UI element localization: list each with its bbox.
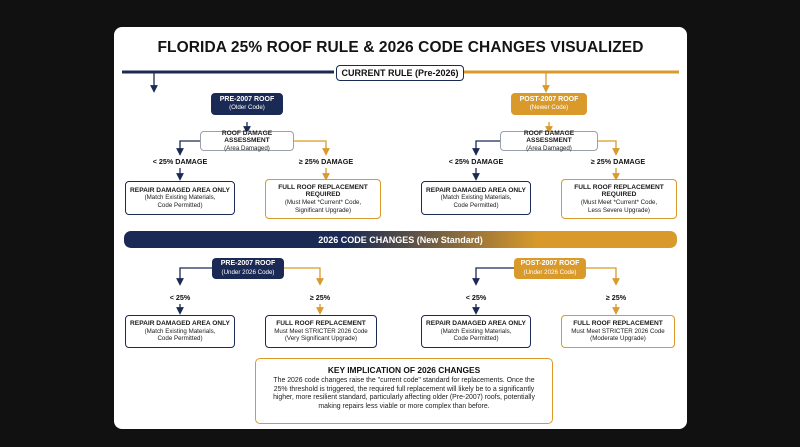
roof-title: PRE-2007 ROOF	[220, 260, 276, 267]
current-left-roof	[211, 93, 283, 115]
key-implication-box	[255, 358, 553, 424]
repair-title: REPAIR DAMAGED AREA ONLY	[130, 186, 230, 194]
replace-line1: Must Meet STRICTER 2026 Code	[274, 327, 368, 335]
repair-line2: Code Permitted)	[453, 335, 499, 343]
assessment-title: ROOF DAMAGE ASSESSMENT	[523, 129, 575, 145]
current-rule-label: CURRENT RULE (Pre-2026)	[336, 65, 464, 81]
roof-sub: (Newer Code)	[529, 104, 569, 111]
replace-title2: REQUIRED	[305, 191, 341, 199]
roof-title: POST-2007 ROOF	[520, 260, 580, 267]
roof-title: POST-2007 ROOF	[519, 95, 579, 103]
repair-line2: Code Permitted)	[157, 201, 203, 209]
code2026-right-repair	[421, 315, 531, 348]
assessment-title: ROOF DAMAGE ASSESSMENT	[221, 129, 273, 145]
current-right-replace	[561, 179, 677, 219]
repair-line1: (Match Existing Materials,	[144, 194, 216, 202]
roof-sub: (Under 2026 Code)	[523, 268, 577, 276]
repair-line1: (Match Existing Materials,	[440, 327, 512, 335]
repair-title: REPAIR DAMAGED AREA ONLY	[130, 320, 230, 328]
replace-title: FULL ROOF REPLACEMENT	[573, 320, 663, 328]
replace-line2: Less Severe Upgrade)	[588, 206, 650, 214]
replace-line2: (Moderate Upgrade)	[590, 335, 646, 343]
replace-title1: FULL ROOF REPLACEMENT	[574, 183, 664, 191]
code2026-left-ge-label: ≥ 25%	[309, 293, 331, 302]
code2026-right-roof	[514, 258, 586, 279]
code2026-right-ge-label: ≥ 25%	[605, 293, 627, 302]
code2026-right-lt-label: < 25%	[465, 293, 487, 302]
current-right-ge-label: ≥ 25% DAMAGE	[590, 157, 646, 166]
replace-line1: (Must Meet *Current* Code,	[284, 199, 362, 206]
current-right-assessment	[500, 131, 598, 151]
repair-title: REPAIR DAMAGED AREA ONLY	[426, 320, 526, 328]
key-implication-body: The 2026 code changes raise the "current code" standard for replacements. Once the 25% threshold is triggered, the required full replacement will likely be to a significantly higher, more resilient standard, particularly affecting older (Pre-2007) roofs, potentially making repairs less viable or more complex than before.	[273, 377, 535, 410]
roof-title: PRE-2007 ROOF	[219, 95, 275, 103]
replace-line2: (Very Significant Upgrade)	[284, 335, 358, 343]
current-left-assessment	[200, 131, 294, 151]
code2026-right-replace	[561, 315, 675, 348]
assessment-sub: (Area Damaged)	[526, 144, 572, 152]
current-right-roof	[511, 93, 587, 115]
code-2026-banner: 2026 CODE CHANGES (New Standard)	[124, 231, 677, 248]
repair-title: REPAIR DAMAGED AREA ONLY	[426, 186, 526, 194]
repair-line2: Code Permitted)	[157, 335, 203, 343]
current-left-repair	[125, 181, 235, 215]
roof-sub: (Older Code)	[229, 104, 265, 111]
replace-title: FULL ROOF REPLACEMENT	[276, 320, 366, 328]
current-right-lt-label: < 25% DAMAGE	[448, 157, 504, 166]
page-title: FLORIDA 25% ROOF RULE & 2026 CODE CHANGES VISUALIZED	[157, 39, 644, 56]
code2026-left-replace	[265, 315, 377, 348]
code2026-left-lt-label: < 25%	[169, 293, 191, 302]
replace-title2: REQUIRED	[601, 191, 637, 199]
roof-sub: (Under 2026 Code)	[221, 268, 275, 276]
current-left-lt-label: < 25% DAMAGE	[152, 157, 208, 166]
repair-line2: Code Permitted)	[453, 201, 499, 209]
repair-line1: (Match Existing Materials,	[144, 327, 216, 335]
replace-line2: Significant Upgrade)	[294, 206, 352, 214]
repair-line1: (Match Existing Materials,	[440, 194, 512, 202]
replace-title1: FULL ROOF REPLACEMENT	[278, 183, 368, 191]
current-right-repair	[421, 181, 531, 215]
diagram-card	[114, 27, 687, 429]
current-left-replace	[265, 179, 381, 219]
replace-line1: Must Meet STRICTER 2026 Code	[571, 327, 665, 335]
key-implication-title: KEY IMPLICATION OF 2026 CHANGES	[327, 365, 481, 375]
assessment-sub: (Area Damaged)	[224, 144, 270, 152]
code2026-left-repair	[125, 315, 235, 348]
current-left-ge-label: ≥ 25% DAMAGE	[298, 157, 354, 166]
code2026-left-roof	[212, 258, 284, 279]
replace-line1: (Must Meet *Current* Code,	[580, 199, 658, 206]
